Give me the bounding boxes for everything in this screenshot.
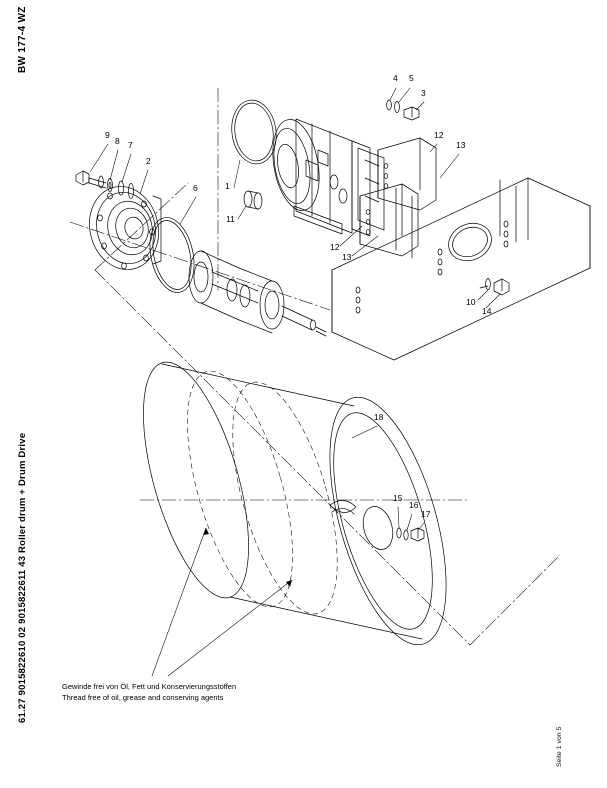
callout-14: 14 (482, 306, 492, 316)
page-footer-number: Seite 1 von 5 (556, 726, 563, 767)
callout-6: 6 (193, 183, 198, 193)
callout-5: 5 (409, 73, 414, 83)
thread-note-de: Gewinde frei von Öl, Fett und Konservierungsstoffen (62, 682, 237, 691)
callout-1: 1 (225, 181, 230, 191)
callout-13-lower: 13 (342, 252, 352, 262)
thread-note-en: Thread free of oil, grease and conserving agents (62, 693, 224, 702)
callout-18: 18 (374, 412, 384, 422)
callout-10: 10 (466, 297, 476, 307)
callout-8: 8 (115, 136, 120, 146)
document-header-title: BW 177-4 WZ (17, 6, 28, 73)
callout-12-lower: 12 (330, 242, 340, 252)
callout-12-upper: 12 (434, 130, 444, 140)
callout-7: 7 (128, 140, 133, 150)
callout-4: 4 (393, 73, 398, 83)
callout-2: 2 (146, 156, 151, 166)
callout-11: 11 (226, 214, 235, 224)
callout-13-upper: 13 (456, 140, 466, 150)
callout-3: 3 (421, 88, 426, 98)
callout-9: 9 (105, 130, 110, 140)
document-side-title: 61.27 9015822610 02 9015822611 43 Roller drum + Drum Drive (17, 432, 28, 723)
callout-16: 16 (409, 500, 419, 510)
callout-15: 15 (393, 493, 403, 503)
callout-17: 17 (421, 509, 431, 519)
